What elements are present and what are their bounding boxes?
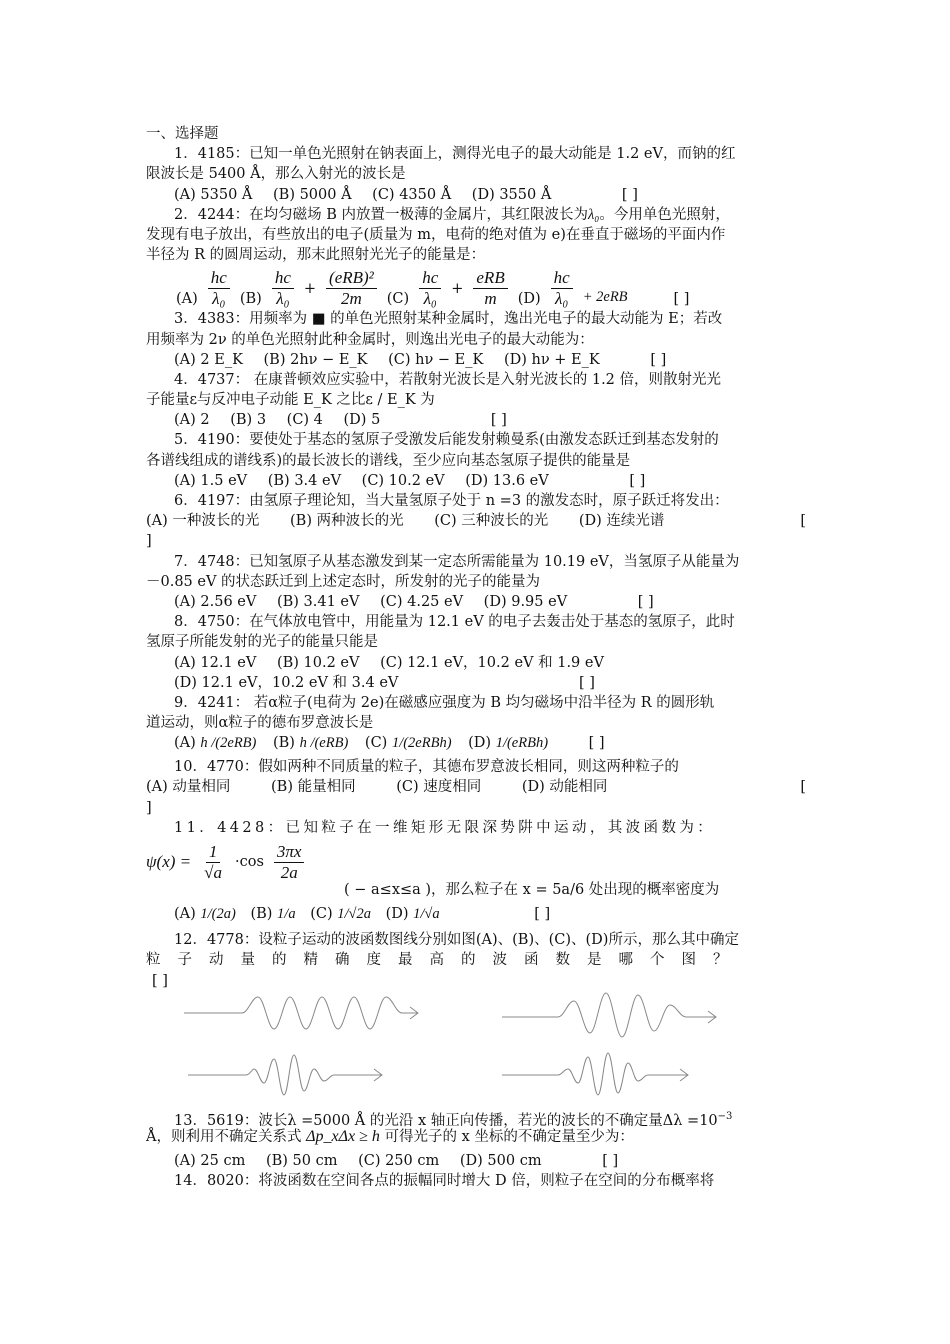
q13-text-part3: 可得光子的 x 坐标的不确定量至少为：	[384, 1128, 634, 1145]
q13-exponent: −3	[717, 1110, 733, 1122]
q2-c-den1: λ₀	[423, 289, 437, 309]
q7-options	[146, 592, 806, 612]
q13-text-part2: Å，则利用不确定关系式	[146, 1128, 302, 1145]
q7-answer-bracket: [ ]	[637, 593, 654, 610]
q10-option-b: (B) 能量相同	[271, 779, 356, 796]
q2-b-num2: (eRB)²	[326, 268, 377, 289]
wave-b	[502, 993, 716, 1037]
q3-text-part2: 的单色光照射某种金属时，逸出光电子的最大动能为 E	[330, 311, 679, 328]
q2-c-num2: eRB	[473, 268, 507, 289]
q1-options	[146, 185, 806, 205]
q2-option-b-fraction1	[272, 268, 294, 309]
q8-text-line1: 8．4750：在气体放电管中，用能量为 12.1 eV 的电子去轰击处于基态的氢原子，此时	[174, 614, 735, 631]
q9-options	[146, 733, 806, 757]
q1-option-b: (B) 5000 Å	[273, 186, 352, 203]
q12-text-line1: 12．4778：设粒子运动的波函数图线分别如图(A)、(B)、(C)、(D)所示，那么其中确定	[174, 932, 739, 949]
q4-option-b: (B) 3	[230, 412, 267, 429]
q6-option-b: (B) 两种波长的光	[290, 513, 404, 530]
q4-text-line2: 子能量ε与反冲电子动能 E_K 之比ε / E_K 为	[146, 392, 435, 409]
q13-text-part1: 13．5619：波长λ =5000 Å 的光沿 x 轴正向传播，若光的波长的不确定量Δλ =10	[174, 1112, 718, 1129]
q6-bracket-open: [	[800, 513, 806, 530]
q2-text-part1: 2．4244：在均匀磁场 B 内放置一极薄的金属片，其红限波长为	[174, 206, 588, 223]
q11-option-d-label: (D)	[385, 906, 409, 923]
q10-text-line1: 10．4770：假如两种不同质量的粒子，其德布罗意波长相同，则这两种粒子的	[174, 759, 679, 776]
q5-option-b: (B) 3.4 eV	[267, 472, 342, 489]
q8-option-b: (B) 10.2 eV	[276, 654, 360, 671]
q2-c-num1: hc	[419, 268, 441, 289]
q9-option-d: 1/(eRBh)	[495, 735, 549, 752]
q9-text-line1: 9．4241： 若α粒子(电荷为 2e)在磁感应强度为 B 均匀磁场中沿半径为 R 的圆形轨	[174, 694, 715, 711]
q4-option-a: (A) 2	[174, 412, 210, 429]
q2-text-line1	[146, 205, 806, 225]
q2-option-b-label: (B)	[239, 291, 262, 308]
q1-text-line2: 限波长是 5400 Å，那么入射光的波长是	[146, 166, 406, 183]
q11-option-c-label: (C)	[310, 906, 333, 923]
q3-option-d: (D) hν + E_K	[503, 351, 600, 368]
q2-option-c-label: (C)	[386, 291, 410, 308]
q13-option-c: (C) 250 cm	[358, 1152, 440, 1169]
q3-text-part1: 3．4383：用频率为	[174, 311, 308, 328]
q2-option-d-label: (D)	[517, 291, 541, 308]
q2-lambda0: λ₀	[588, 206, 600, 223]
q9-option-a: h /(2eRB)	[200, 735, 257, 752]
q5-text-line1: 5．4190：要使处于基态的氢原子受激发后能发射赖曼系(由激发态跃迁到基态发射的	[174, 432, 719, 449]
q8-text-line2: 氢原子所能发射的光子的能量只能是	[146, 634, 378, 651]
q6-text-line1: 6．4197：由氢原子理论知，当大量氢原子处于 n =3 的激发态时，原子跃迁将发出：	[174, 493, 729, 509]
q13-option-d: (D) 500 cm	[459, 1152, 542, 1169]
q3-options	[146, 350, 806, 370]
q4-answer-bracket: [ ]	[490, 412, 507, 429]
q2-b-den1: λ₀	[276, 289, 290, 309]
q2-d-plus-2erb: + 2eRB	[582, 289, 628, 306]
q7-text-line1: 7．4748：已知氢原子从基态激发到某一定态所需能量为 10.19 eV，当氢原子从能量为	[174, 553, 740, 570]
q11-wavefunction	[146, 838, 806, 886]
q2-b-den2: 2m	[341, 289, 362, 309]
q4-option-c: (C) 4	[286, 412, 323, 429]
q13-text-line1	[146, 1107, 806, 1127]
q6-bracket-close: ]	[146, 533, 152, 550]
q2-c-plus: +	[451, 281, 464, 298]
q10-bracket-close: ]	[146, 799, 152, 816]
q3-answer-bracket: [ ]	[650, 351, 667, 368]
q2-text-line2: 发现有电子放出，有些放出的电子(质量为 m，电荷的绝对值为 e)在垂直于磁场的平面内作	[146, 226, 726, 243]
q11-coef-fraction	[201, 842, 225, 883]
q11-answer-bracket: [ ]	[534, 906, 551, 923]
q11-arg-den: 2a	[280, 862, 298, 882]
q10-option-a: (A) 动量相同	[146, 779, 231, 796]
q2-text-line3: 半径为 R 的圆周运动，那末此照射光光子的能量是：	[146, 247, 486, 264]
q3-option-a: (A) 2 E_K	[174, 351, 243, 368]
q5-text-line2: 各谱线组成的谱线系)的最长波长的谱线，至少应向基态氢原子提供的能量是	[146, 452, 631, 469]
q11-text-line1: 11．4428：已知粒子在一维矩形无限深势阱中运动，其波函数为：	[174, 819, 716, 836]
q10-bracket-open: [	[800, 779, 806, 796]
q8-option-c: (C) 12.1 eV，10.2 eV 和 1.9 eV	[380, 654, 604, 671]
q10-option-c: (C) 速度相同	[396, 779, 482, 796]
q11-arg-num: 3πx	[274, 842, 305, 863]
q10-options	[146, 777, 806, 797]
q2-d-num: hc	[551, 268, 573, 289]
q1-option-a: (A) 5350 Å	[174, 186, 253, 203]
q9-option-c-label: (C)	[364, 735, 388, 752]
q11-coef-den: √a	[204, 862, 222, 882]
q11-text-range: ( − a≤x≤a )，那么粒子在 x = 5a/6 处出现的概率密度为	[344, 882, 720, 898]
q8-options-row1	[146, 653, 806, 673]
q9-option-b-label: (B)	[272, 735, 295, 752]
nu-symbol-icon: ■	[311, 311, 326, 328]
wave-a	[184, 997, 418, 1029]
q3-text-line2: 用频率为 2ν 的单色光照射此种金属时，则逸出光电子的最大动能为：	[146, 331, 594, 348]
section-title: 一、选择题	[146, 126, 219, 142]
q2-b-plus: +	[303, 281, 317, 298]
wave-diagram	[182, 991, 782, 1096]
q7-option-b: (B) 3.41 eV	[276, 593, 360, 610]
q1-option-d: (D) 3550 Å	[471, 186, 552, 203]
q2-d-den: λ₀	[555, 289, 569, 309]
q7-text-line2: －0.85 eV 的状态跃迁到上述定态时，所发射的光子的能量为	[146, 573, 541, 590]
q11-option-c: 1/√2a	[337, 906, 371, 923]
q2-answer-bracket: [ ]	[673, 291, 690, 308]
q11-option-a: 1/(2a)	[200, 906, 236, 923]
q2-option-a-label: (A)	[176, 291, 198, 308]
q9-text-line2: 道运动，则α粒子的德布罗意波长是	[146, 715, 374, 732]
q7-option-a: (A) 2.56 eV	[174, 593, 257, 610]
q9-option-b: h /(eRB)	[299, 735, 349, 752]
document-body	[146, 124, 806, 1191]
q11-cos: ·cos	[235, 853, 264, 870]
q7-option-d: (D) 9.95 eV	[483, 593, 568, 610]
q9-option-c: 1/(2eRBh)	[391, 735, 452, 752]
q5-option-c: (C) 10.2 eV	[361, 472, 445, 489]
q13-answer-bracket: [ ]	[602, 1152, 619, 1169]
q7-option-c: (C) 4.25 eV	[380, 593, 464, 610]
q6-options	[146, 511, 806, 531]
q14-text-line1: 14．8020：将波函数在空间各点的振幅同时增大 D 倍，则粒子在空间的分布概率将	[174, 1173, 715, 1190]
q8-options-row2	[146, 673, 806, 693]
q11-coef-num: 1	[206, 842, 221, 863]
q6-option-c: (C) 三种波长的光	[434, 513, 549, 530]
q11-option-d: 1/√a	[413, 906, 440, 923]
q11-psi: ψ(x) =	[146, 851, 192, 871]
q10-option-d: (D) 动能相同	[521, 779, 608, 796]
q8-answer-bracket: [ ]	[579, 674, 595, 691]
q2-option-b-fraction2	[326, 268, 377, 309]
q3-option-b: (B) 2hν − E_K	[263, 351, 368, 368]
q13-option-a: (A) 25 cm	[174, 1152, 246, 1169]
q11-option-b-label: (B)	[250, 906, 273, 923]
q13-relation: Δp_xΔx ≥ h	[306, 1127, 380, 1145]
q9-option-a-label: (A)	[174, 735, 196, 752]
q2-c-den2: m	[484, 289, 497, 309]
q12-text-line2: 粒子动量的精确度最高的波函数是哪个图？	[146, 952, 745, 969]
q11-text-line2	[146, 880, 806, 900]
q6-option-d: (D) 连续光谱	[578, 513, 665, 530]
q1-text-line1: 1．4185：已知一单色光照射在钠表面上，测得光电子的最大动能是 1.2 eV，而钠的红	[174, 146, 736, 163]
q2-option-a-fraction	[208, 268, 230, 309]
q12-answer-bracket: [ ]	[152, 972, 168, 989]
q3-text-part3: ；若改	[678, 311, 723, 328]
wave-c	[188, 1055, 382, 1095]
q4-option-d: (D) 5	[343, 412, 381, 429]
wave-d	[502, 1053, 688, 1095]
q2-options	[146, 265, 806, 309]
q2-a-den: λ₀	[212, 289, 226, 309]
q1-option-c: (C) 4350 Å	[372, 186, 452, 203]
q2-option-c-fraction1	[419, 268, 441, 309]
q4-options	[146, 410, 806, 430]
q2-option-c-fraction2	[473, 268, 507, 309]
q3-option-c: (C) hν − E_K	[388, 351, 484, 368]
q13-options	[146, 1151, 806, 1171]
q5-answer-bracket: [ ]	[629, 472, 646, 489]
q5-options	[146, 471, 806, 491]
q12-wave-figures	[146, 991, 806, 1101]
q3-text-line1	[146, 309, 806, 329]
q6-option-a: (A) 一种波长的光	[146, 513, 260, 530]
q11-option-b: 1/a	[277, 906, 296, 923]
q2-b-num1: hc	[272, 268, 294, 289]
q13-text-line2	[146, 1127, 806, 1151]
q9-answer-bracket: [ ]	[588, 735, 605, 752]
q1-answer-bracket: [ ]	[621, 186, 638, 203]
q5-option-a: (A) 1.5 eV	[174, 472, 248, 489]
q11-arg-fraction	[274, 842, 305, 883]
q11-option-a-label: (A)	[174, 906, 196, 923]
q13-option-b: (B) 50 cm	[265, 1152, 338, 1169]
q11-options	[146, 904, 806, 930]
q5-option-d: (D) 13.6 eV	[465, 472, 549, 489]
q8-option-d: (D) 12.1 eV，10.2 eV 和 3.4 eV	[174, 674, 399, 691]
q2-text-part2: 。今用单色光照射，	[599, 206, 730, 223]
q9-option-d-label: (D)	[468, 735, 492, 752]
q2-a-num: hc	[208, 268, 230, 289]
q2-option-d-fraction	[551, 268, 573, 309]
q8-option-a: (A) 12.1 eV	[174, 654, 257, 671]
q4-text-line1: 4．4737： 在康普顿效应实验中，若散射光波长是入射光波长的 1.2 倍，则散射光光	[174, 371, 722, 388]
